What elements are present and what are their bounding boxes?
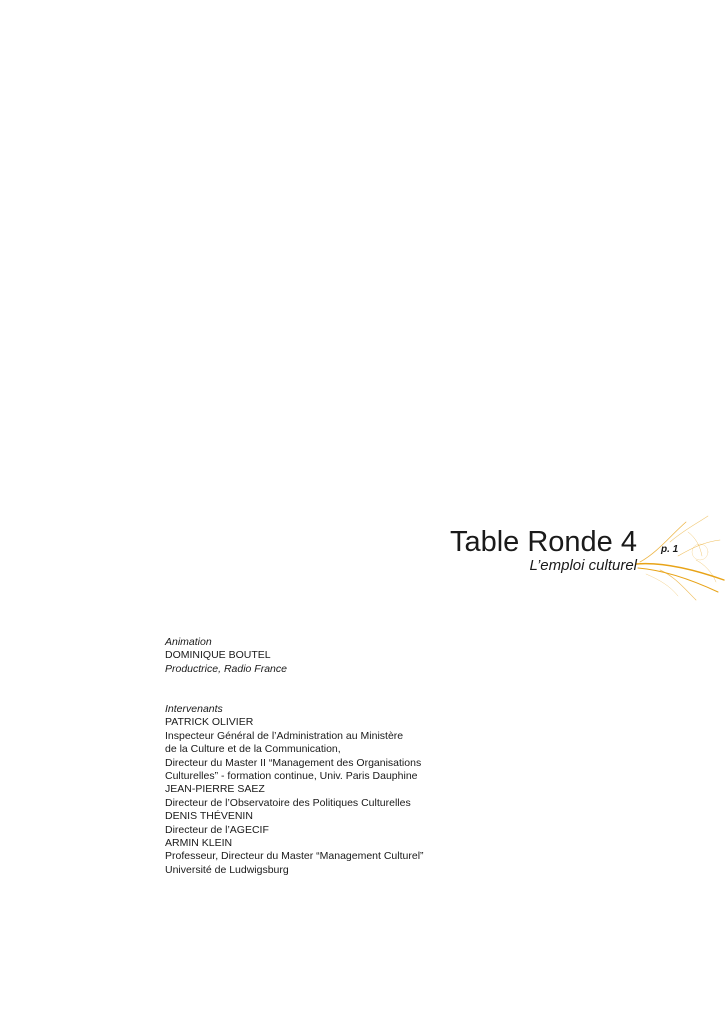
page-subtitle: L’emploi culturel	[529, 557, 637, 574]
intervenants-heading: Intervenants	[165, 703, 223, 715]
page-title: Table Ronde 4	[449, 526, 637, 558]
speaker-line: Directeur de l’AGECIF	[165, 823, 269, 836]
speaker-line: PATRICK OLIVIER	[165, 716, 254, 729]
speaker-line: de la Culture et de la Communication,	[165, 743, 341, 756]
speaker-line: Directeur de l’Observatoire des Politiques Culturelles	[165, 796, 411, 809]
speaker-line: Université de Ludwigsburg	[165, 863, 289, 876]
speaker-line: DENIS THÉVENIN	[165, 810, 253, 823]
page-number: p. 1	[661, 544, 679, 555]
speaker-line: Directeur du Master II “Management des Organisations	[165, 756, 422, 769]
speaker-line: Inspecteur Général de l’Administration au Ministère	[165, 729, 404, 742]
speaker-line: JEAN-PIERRE SAEZ	[165, 783, 265, 796]
moderator-name: DOMINIQUE BOUTEL	[165, 649, 271, 662]
speaker-line: ARMIN KLEIN	[165, 837, 233, 850]
speaker-line: Professeur, Directeur du Master “Management Culturel”	[165, 850, 424, 863]
animation-heading: Animation	[165, 636, 212, 648]
moderator-role: Productrice, Radio France	[165, 662, 287, 675]
intervenants-section	[165, 703, 424, 877]
speaker-line: Culturelles” - formation continue, Univ. Paris Dauphine	[165, 770, 418, 783]
animation-section	[165, 636, 287, 676]
